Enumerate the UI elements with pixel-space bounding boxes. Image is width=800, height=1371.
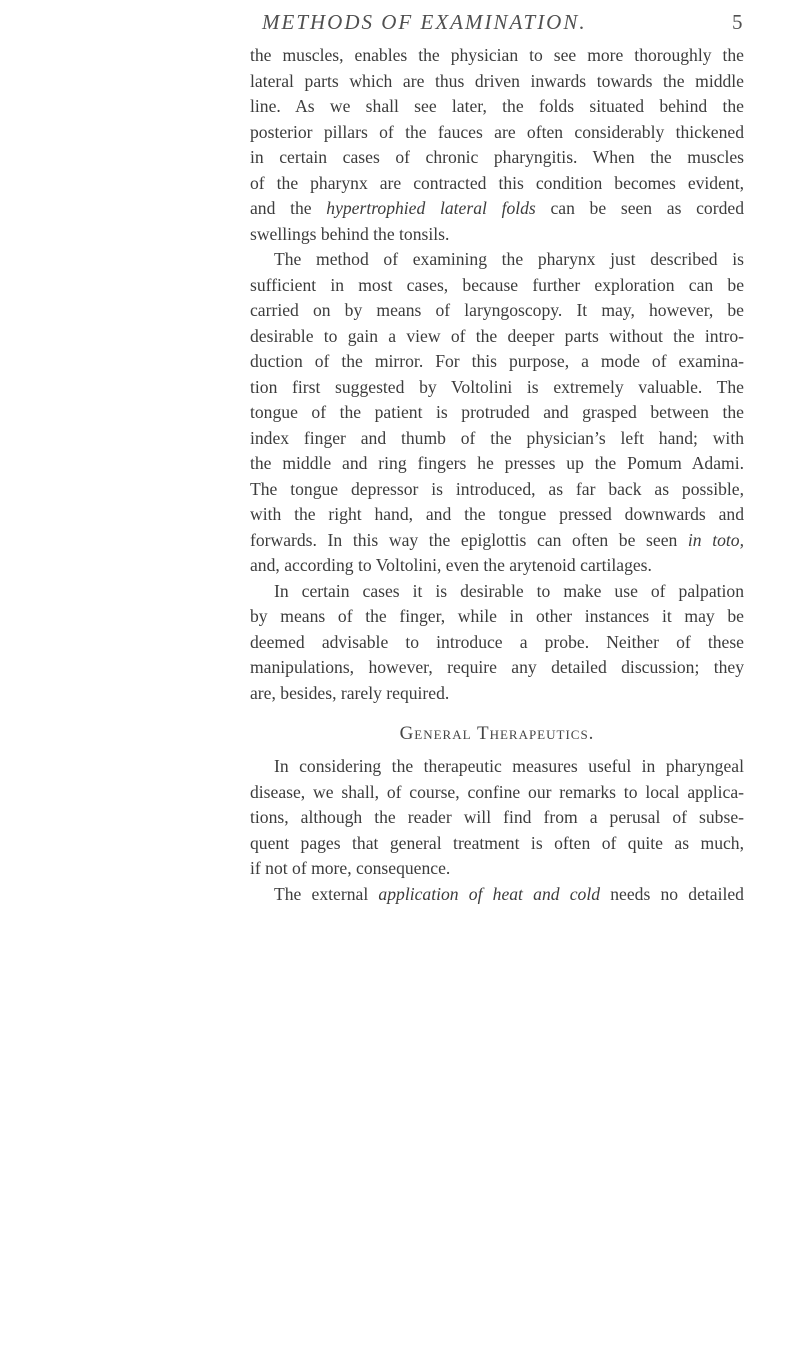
body-text: [250, 43, 744, 907]
paragraph: [250, 754, 744, 882]
text-line: the middle and ring fingers he presses up the Pomum Adami.: [250, 453, 744, 473]
text-line: and, according to Voltolini, even the arytenoid cartilages.: [250, 555, 652, 575]
text-line: In considering the therapeutic measures useful in pharyngeal: [274, 756, 744, 776]
text-line: duction of the mirror. For this purpose, a mode of examina-: [250, 351, 744, 371]
text-line: The tongue depressor is introduced, as far back as possible,: [250, 478, 744, 499]
page-number: 5: [732, 10, 743, 34]
text-line: sufficient in most cases, because further exploration can be: [250, 274, 744, 295]
text-line: tion first suggested by Voltolini is extremely valuable. The: [250, 376, 744, 397]
text-line: line. As we shall see later, the folds situated behind the: [250, 96, 744, 116]
text-line: posterior pillars of the fauces are often considerably thickened: [250, 121, 744, 142]
text-line: with the right hand, and the tongue pressed downwards and: [250, 504, 744, 524]
text-line: [250, 196, 744, 222]
text-line: if not of more, consequence.: [250, 858, 451, 878]
paragraph: [250, 882, 744, 908]
paragraph-continued: [250, 43, 744, 247]
text-line: [250, 882, 744, 908]
paragraph: [250, 247, 744, 579]
running-title: METHODS OF EXAMINATION.: [262, 10, 587, 34]
text-line: tions, although the reader will find from a perusal of subse-: [250, 807, 744, 827]
text-line: lateral parts which are thus driven inwards towards the middle: [250, 70, 744, 91]
text-run: can be seen as corded: [535, 198, 744, 218]
text-line: in certain cases of chronic pharyngitis. When the muscles: [250, 147, 744, 167]
text-line: manipulations, however, require any detailed discussion; they: [250, 657, 744, 677]
paragraph: [250, 579, 744, 707]
section-heading: General Therapeutics.: [399, 723, 595, 744]
text-line: deemed advisable to introduce a probe. Neither of these: [250, 631, 744, 652]
text-line: index finger and thumb of the physician’s left hand; with: [250, 427, 744, 448]
text-run: forwards. In this way the epiglottis can often be seen: [250, 529, 688, 550]
text-line: of the pharynx are contracted this condition becomes evident,: [250, 172, 744, 193]
text-line: [250, 528, 744, 554]
text-line: In certain cases it is desirable to make use of palpation: [274, 580, 744, 601]
text-run: and the: [250, 198, 327, 218]
text-run: The external: [274, 883, 379, 904]
text-line: tongue of the patient is protruded and grasped between the: [250, 402, 744, 422]
text-line: are, besides, rarely required.: [250, 682, 450, 703]
text-line: by means of the finger, while in other instances it may be: [250, 606, 744, 626]
text-line: disease, we shall, of course, confine our remarks to local applica-: [250, 781, 744, 802]
text-line: swellings behind the tonsils.: [250, 223, 450, 244]
text-line: quent pages that general treatment is often of quite as much,: [250, 832, 744, 853]
running-head: [0, 10, 800, 40]
italic-phrase: in toto,: [687, 529, 744, 550]
italic-phrase: application of heat and cold: [378, 883, 601, 904]
text-line: carried on by means of laryngoscopy. It may, however, be: [250, 300, 744, 320]
text-run: needs no detailed: [600, 883, 744, 904]
text-line: The method of examining the pharynx just described is: [274, 249, 744, 269]
italic-phrase: hypertrophied lateral folds: [326, 198, 536, 218]
text-line: desirable to gain a view of the deeper parts without the intro-: [250, 325, 744, 346]
text-line: the muscles, enables the physician to see more thoroughly the: [250, 45, 744, 65]
